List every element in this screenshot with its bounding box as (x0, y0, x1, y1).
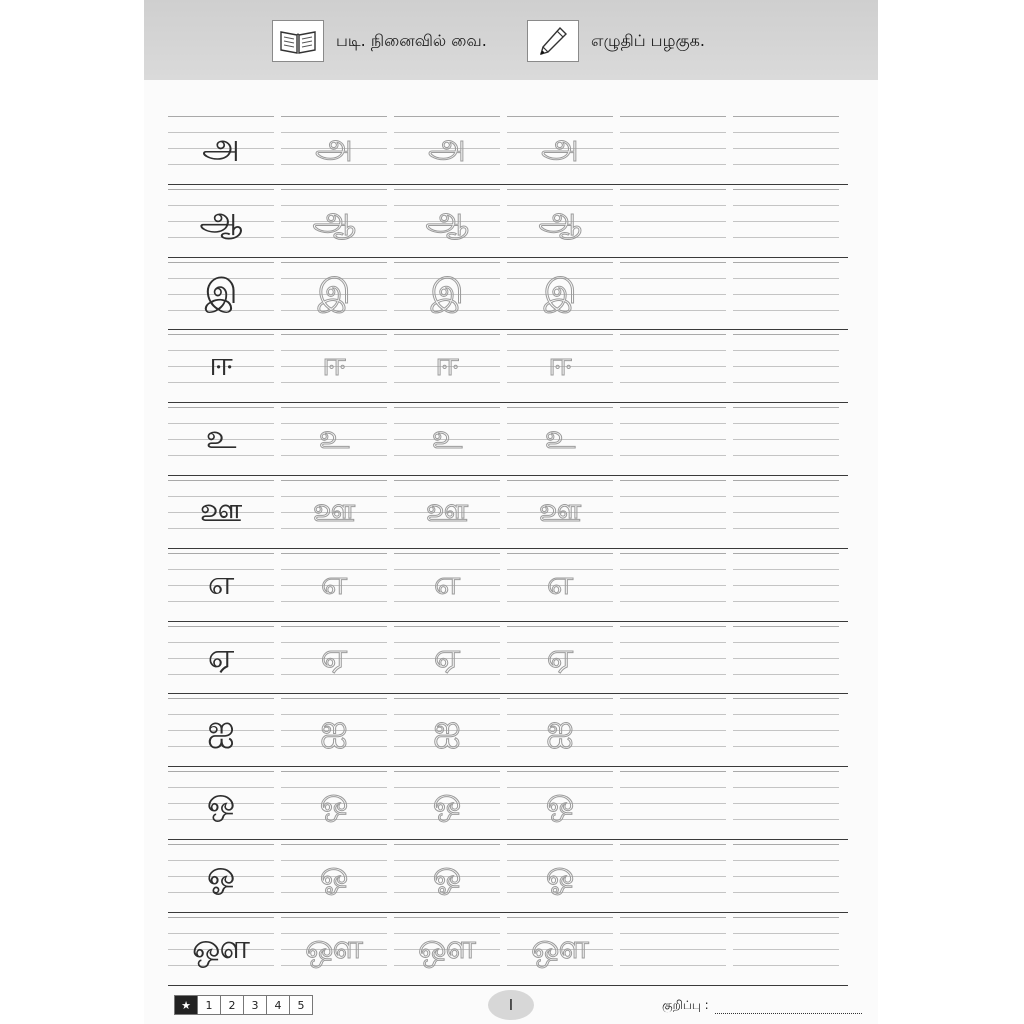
writing-guide-line (733, 382, 839, 383)
trace-cell (281, 330, 387, 403)
blank-practice-cell[interactable] (620, 694, 726, 767)
trace-letter: ஒ (319, 781, 349, 822)
trace-letter: ஏ (433, 635, 461, 676)
writing-guide-line (620, 698, 726, 699)
writing-guide-line (620, 844, 726, 845)
writing-guide-line (620, 528, 726, 529)
trace-letter: அ (428, 126, 466, 166)
writing-guide-line (394, 844, 500, 845)
writing-guide-line (620, 714, 726, 715)
blank-practice-cell[interactable] (620, 549, 726, 622)
writing-guide-line (733, 642, 839, 643)
model-letter: ஒ (206, 781, 236, 822)
trace-cell (394, 840, 500, 913)
level-box: 3 (243, 995, 267, 1015)
practice-grid (168, 112, 848, 986)
trace-cell (281, 476, 387, 549)
trace-letter: அ (315, 126, 353, 166)
writing-guide-line (507, 771, 613, 772)
writing-guide-line (733, 189, 839, 190)
trace-letter: எ (546, 562, 574, 603)
trace-letter: ஔ (305, 926, 363, 967)
trace-letter: ஈ (435, 344, 459, 385)
blank-practice-cell[interactable] (620, 330, 726, 403)
trace-cell (507, 330, 613, 403)
remark-field (662, 998, 862, 1014)
worksheet-page (144, 0, 878, 1024)
trace-cell (507, 549, 613, 622)
writing-guide-line (733, 819, 839, 820)
blank-practice-cell[interactable] (620, 185, 726, 258)
writing-guide-line (168, 334, 274, 335)
writing-guide-line (733, 334, 839, 335)
writing-guide-line (733, 569, 839, 570)
trace-cell (394, 330, 500, 403)
letter-row (168, 840, 848, 913)
writing-guide-line (620, 658, 726, 659)
writing-guide-line (620, 407, 726, 408)
model-cell (168, 549, 274, 622)
writing-guide-line (733, 787, 839, 788)
writing-guide-line (733, 366, 839, 367)
writing-guide-line (733, 844, 839, 845)
model-cell (168, 767, 274, 840)
trace-letter: ஏ (546, 635, 574, 676)
trace-cell (394, 767, 500, 840)
open-book-icon (272, 20, 324, 62)
trace-letter: இ (317, 271, 351, 312)
level-box: 2 (220, 995, 244, 1015)
writing-guide-line (281, 553, 387, 554)
writing-guide-line (394, 262, 500, 263)
writing-guide-line (620, 310, 726, 311)
trace-cell (281, 840, 387, 913)
writing-guide-line (733, 132, 839, 133)
remark-line[interactable] (715, 1002, 862, 1014)
writing-guide-line (620, 512, 726, 513)
writing-guide-line (733, 528, 839, 529)
blank-practice-cell[interactable] (733, 403, 839, 476)
writing-guide-line (733, 658, 839, 659)
trace-cell (507, 403, 613, 476)
blank-practice-cell[interactable] (733, 112, 839, 185)
writing-guide-line (733, 626, 839, 627)
writing-guide-line (620, 262, 726, 263)
writing-guide-line (620, 787, 726, 788)
read-instruction-text: படி. நினைவில் வை. (336, 30, 487, 50)
writing-guide-line (733, 164, 839, 165)
header-band (144, 0, 878, 80)
level-box: 4 (266, 995, 290, 1015)
trace-cell (394, 694, 500, 767)
writing-guide-line (168, 262, 274, 263)
trace-letter: ஐ (546, 708, 574, 749)
blank-practice-cell[interactable] (620, 622, 726, 695)
row-separator (168, 985, 848, 986)
writing-guide-line (281, 626, 387, 627)
writing-guide-line (620, 439, 726, 440)
model-letter: ஊ (199, 489, 243, 530)
writing-guide-line (733, 407, 839, 408)
trace-letter: ஊ (312, 489, 356, 530)
writing-guide-line (281, 262, 387, 263)
writing-guide-line (507, 407, 613, 408)
trace-cell (507, 476, 613, 549)
trace-letter: ஒ (432, 781, 462, 822)
blank-practice-cell[interactable] (733, 185, 839, 258)
writing-guide-line (620, 382, 726, 383)
writing-guide-line (507, 480, 613, 481)
trace-letter: உ (318, 417, 350, 458)
writing-guide-line (168, 189, 274, 190)
star-icon: ★ (174, 995, 198, 1015)
writing-guide-line (620, 642, 726, 643)
writing-guide-line (168, 480, 274, 481)
writing-guide-line (733, 803, 839, 804)
writing-guide-line (620, 917, 726, 918)
writing-guide-line (168, 844, 274, 845)
writing-guide-line (620, 164, 726, 165)
writing-guide-line (620, 892, 726, 893)
trace-letter: ஓ (319, 853, 349, 894)
writing-guide-line (620, 803, 726, 804)
trace-cell (394, 112, 500, 185)
footer (144, 990, 878, 1020)
writing-guide-line (281, 844, 387, 845)
writing-guide-line (733, 892, 839, 893)
trace-letter: ஒ (545, 781, 575, 822)
writing-guide-line (620, 189, 726, 190)
writing-guide-line (281, 334, 387, 335)
writing-guide-line (620, 237, 726, 238)
writing-guide-line (394, 771, 500, 772)
trace-letter: ஓ (545, 853, 575, 894)
blank-practice-cell[interactable] (620, 403, 726, 476)
model-cell (168, 112, 274, 185)
writing-guide-line (620, 132, 726, 133)
trace-cell (281, 913, 387, 986)
writing-guide-line (620, 334, 726, 335)
level-indicator (174, 995, 313, 1015)
writing-guide-line (733, 917, 839, 918)
writing-guide-line (394, 553, 500, 554)
writing-guide-line (620, 423, 726, 424)
model-letter: ஔ (192, 926, 250, 967)
writing-guide-line (507, 917, 613, 918)
writing-guide-line (394, 189, 500, 190)
remark-label: குறிப்பு : (662, 998, 709, 1012)
model-letter: உ (205, 417, 237, 458)
page-number: I (488, 990, 534, 1020)
model-cell (168, 622, 274, 695)
writing-guide-line (620, 730, 726, 731)
trace-cell (507, 112, 613, 185)
writing-guide-line (281, 407, 387, 408)
blank-practice-cell[interactable] (620, 258, 726, 331)
write-instruction-text: எழுதிப் பழகுக. (591, 30, 705, 50)
writing-guide-line (507, 262, 613, 263)
writing-guide-line (620, 746, 726, 747)
writing-guide-line (281, 917, 387, 918)
model-cell (168, 258, 274, 331)
writing-guide-line (168, 407, 274, 408)
writing-guide-line (733, 553, 839, 554)
writing-guide-line (733, 439, 839, 440)
blank-practice-cell[interactable] (733, 476, 839, 549)
blank-practice-cell[interactable] (733, 622, 839, 695)
trace-cell (394, 476, 500, 549)
writing-guide-line (168, 698, 274, 699)
writing-guide-line (394, 480, 500, 481)
writing-guide-line (620, 569, 726, 570)
writing-guide-line (394, 917, 500, 918)
model-letter: ஓ (206, 853, 236, 894)
writing-guide-line (733, 949, 839, 950)
blank-practice-cell[interactable] (733, 913, 839, 986)
model-letter: எ (207, 562, 235, 603)
writing-guide-line (620, 366, 726, 367)
writing-guide-line (620, 674, 726, 675)
writing-guide-line (733, 512, 839, 513)
pencil-icon (527, 20, 579, 62)
writing-guide-line (168, 917, 274, 918)
writing-guide-line (733, 730, 839, 731)
writing-guide-line (733, 310, 839, 311)
trace-letter: ஈ (322, 344, 346, 385)
model-cell (168, 913, 274, 986)
trace-letter: எ (433, 562, 461, 603)
writing-guide-line (168, 626, 274, 627)
writing-guide-line (168, 553, 274, 554)
trace-letter: அ (541, 126, 579, 166)
writing-guide-line (620, 294, 726, 295)
trace-cell (281, 767, 387, 840)
writing-guide-line (620, 496, 726, 497)
writing-guide-line (168, 771, 274, 772)
writing-guide-line (733, 237, 839, 238)
trace-letter: இ (430, 271, 464, 312)
blank-practice-cell[interactable] (620, 840, 726, 913)
trace-letter: எ (320, 562, 348, 603)
writing-guide-line (620, 205, 726, 206)
trace-letter: ஆ (538, 198, 582, 239)
writing-guide-line (394, 698, 500, 699)
trace-cell (507, 913, 613, 986)
writing-guide-line (620, 626, 726, 627)
model-cell (168, 476, 274, 549)
blank-practice-cell[interactable] (733, 330, 839, 403)
writing-guide-line (507, 116, 613, 117)
writing-guide-line (733, 350, 839, 351)
model-letter: ஐ (207, 708, 235, 749)
writing-guide-line (733, 496, 839, 497)
blank-practice-cell[interactable] (733, 258, 839, 331)
letter-row (168, 767, 848, 840)
trace-cell (507, 185, 613, 258)
writing-guide-line (733, 221, 839, 222)
blank-practice-cell[interactable] (620, 112, 726, 185)
trace-cell (281, 403, 387, 476)
writing-guide-line (733, 714, 839, 715)
trace-letter: ஈ (548, 344, 572, 385)
trace-letter: இ (543, 271, 577, 312)
writing-guide-line (620, 965, 726, 966)
model-cell (168, 840, 274, 913)
trace-letter: ஔ (418, 926, 476, 967)
model-cell (168, 185, 274, 258)
writing-guide-line (620, 933, 726, 934)
trace-cell (394, 622, 500, 695)
writing-guide-line (281, 116, 387, 117)
writing-guide-line (620, 553, 726, 554)
trace-cell (507, 258, 613, 331)
writing-guide-line (507, 626, 613, 627)
writing-guide-line (733, 771, 839, 772)
writing-guide-line (507, 189, 613, 190)
writing-guide-line (733, 480, 839, 481)
blank-practice-cell[interactable] (733, 840, 839, 913)
writing-guide-line (733, 278, 839, 279)
trace-letter: ஏ (320, 635, 348, 676)
blank-practice-cell[interactable] (620, 913, 726, 986)
writing-guide-line (620, 350, 726, 351)
trace-letter: ஔ (531, 926, 589, 967)
trace-letter: ஊ (538, 489, 582, 530)
trace-letter: ஓ (432, 853, 462, 894)
trace-cell (281, 258, 387, 331)
letter-row (168, 403, 848, 476)
writing-guide-line (733, 698, 839, 699)
trace-cell (394, 549, 500, 622)
letter-row (168, 913, 848, 986)
writing-guide-line (733, 262, 839, 263)
writing-guide-line (394, 407, 500, 408)
trace-cell (507, 840, 613, 913)
trace-cell (281, 622, 387, 695)
trace-letter: உ (544, 417, 576, 458)
trace-letter: ஆ (312, 198, 356, 239)
writing-guide-line (507, 844, 613, 845)
writing-guide-line (620, 116, 726, 117)
writing-guide-line (733, 876, 839, 877)
blank-practice-cell[interactable] (620, 476, 726, 549)
writing-guide-line (733, 294, 839, 295)
letter-row (168, 549, 848, 622)
letter-row (168, 330, 848, 403)
letter-row (168, 258, 848, 331)
writing-guide-line (507, 698, 613, 699)
trace-cell (281, 112, 387, 185)
model-letter: ஈ (209, 344, 233, 385)
writing-guide-line (620, 148, 726, 149)
writing-guide-line (620, 221, 726, 222)
writing-guide-line (620, 949, 726, 950)
trace-cell (281, 549, 387, 622)
read-instruction (272, 20, 487, 62)
trace-cell (507, 767, 613, 840)
trace-cell (394, 403, 500, 476)
letter-row (168, 694, 848, 767)
writing-guide-line (733, 423, 839, 424)
trace-cell (394, 258, 500, 331)
writing-guide-line (733, 601, 839, 602)
writing-guide-line (733, 148, 839, 149)
writing-guide-line (281, 698, 387, 699)
trace-letter: ஐ (320, 708, 348, 749)
writing-guide-line (620, 771, 726, 772)
writing-guide-line (168, 116, 274, 117)
writing-guide-line (620, 585, 726, 586)
writing-guide-line (507, 553, 613, 554)
model-cell (168, 694, 274, 767)
letter-row (168, 622, 848, 695)
model-letter: இ (204, 271, 238, 312)
writing-guide-line (733, 860, 839, 861)
trace-cell (507, 622, 613, 695)
writing-guide-line (620, 455, 726, 456)
letter-row (168, 112, 848, 185)
letter-row (168, 185, 848, 258)
writing-guide-line (281, 480, 387, 481)
model-letter: ஆ (199, 198, 243, 239)
writing-guide-line (394, 116, 500, 117)
model-cell (168, 330, 274, 403)
trace-letter: ஊ (425, 489, 469, 530)
writing-guide-line (733, 116, 839, 117)
trace-cell (507, 694, 613, 767)
writing-guide-line (733, 674, 839, 675)
writing-guide-line (733, 746, 839, 747)
blank-practice-cell[interactable] (620, 767, 726, 840)
writing-guide-line (733, 205, 839, 206)
model-letter: அ (202, 126, 240, 166)
level-box: 1 (197, 995, 221, 1015)
trace-letter: உ (431, 417, 463, 458)
writing-guide-line (620, 601, 726, 602)
trace-cell (394, 913, 500, 986)
blank-practice-cell[interactable] (733, 694, 839, 767)
writing-guide-line (620, 819, 726, 820)
writing-guide-line (394, 334, 500, 335)
writing-guide-line (281, 771, 387, 772)
model-letter: ஏ (207, 635, 235, 676)
writing-guide-line (733, 455, 839, 456)
writing-guide-line (620, 278, 726, 279)
trace-letter: ஆ (425, 198, 469, 239)
letter-row (168, 476, 848, 549)
trace-cell (394, 185, 500, 258)
write-instruction (527, 20, 705, 62)
writing-guide-line (733, 965, 839, 966)
writing-guide-line (620, 860, 726, 861)
writing-guide-line (281, 189, 387, 190)
blank-practice-cell[interactable] (733, 767, 839, 840)
trace-cell (281, 694, 387, 767)
writing-guide-line (733, 585, 839, 586)
level-box: 5 (289, 995, 313, 1015)
blank-practice-cell[interactable] (733, 549, 839, 622)
writing-guide-line (507, 334, 613, 335)
writing-guide-line (620, 876, 726, 877)
trace-cell (281, 185, 387, 258)
writing-guide-line (620, 480, 726, 481)
model-cell (168, 403, 274, 476)
writing-guide-line (394, 626, 500, 627)
writing-guide-line (733, 933, 839, 934)
trace-letter: ஐ (433, 708, 461, 749)
